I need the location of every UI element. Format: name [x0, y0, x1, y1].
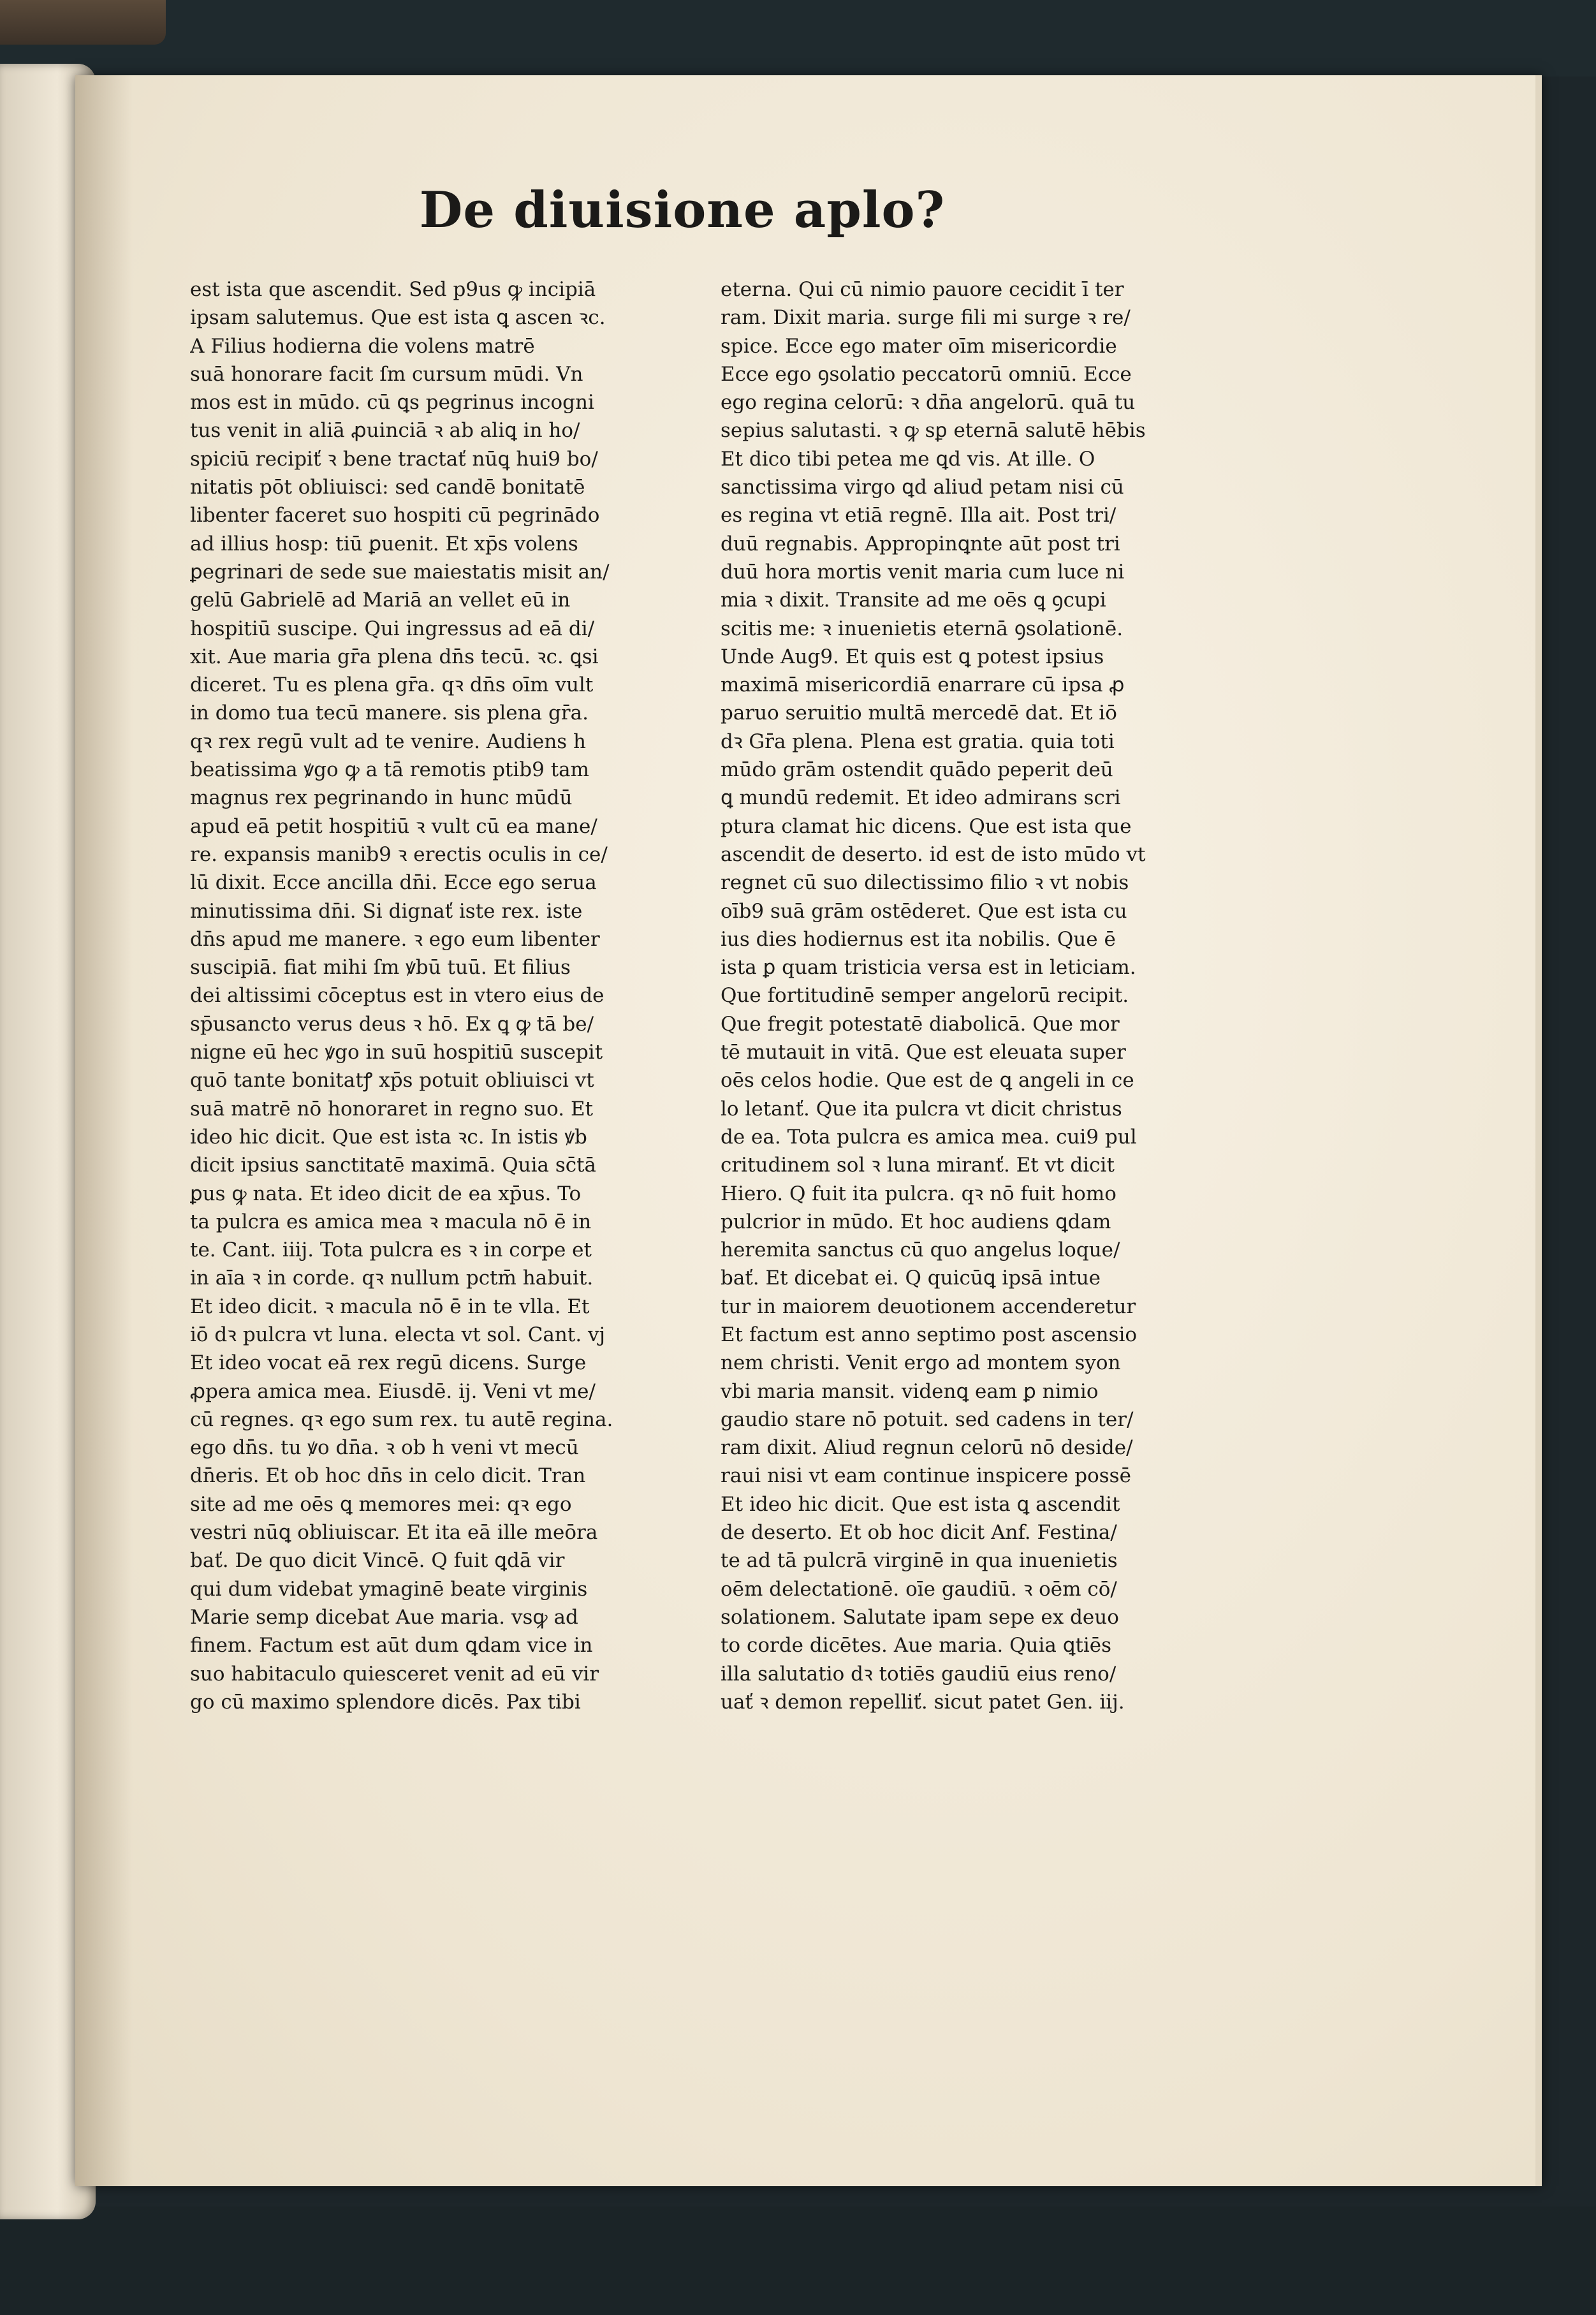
text-line: tus venit in aliā ꝓuinciā ꝛ ab aliꝗ in ho/	[190, 419, 580, 443]
text-line: Que fregit potestatē diabolicā. Que mor	[721, 1012, 1120, 1036]
text-line: A Filius hodierna die volens matrē	[190, 334, 535, 358]
text-line: Et dico tibi petea me ꝗd vis. At ille. O	[721, 447, 1095, 471]
text-line: est ista que ascendit. Sed p9us ꝙ incipiā	[190, 278, 596, 301]
text-line: ius dies hodiernus est ita nobilis. Que ē	[721, 927, 1116, 951]
text-line: nem christi. Venit ergo ad montem syon	[721, 1351, 1121, 1375]
text-line: Et ideo vocat eā rex regū dicens. Surge	[190, 1351, 587, 1375]
gutter-shadow	[75, 75, 133, 2186]
text-line: spice. Ecce ego mater oīm misericordie	[721, 334, 1117, 358]
text-line: mia ꝛ dixit. Transite ad me oēs ꝗ ꝯcupi	[721, 589, 1106, 612]
text-line: in aīa ꝛ in corde. qꝛ nullum pctm̄ habuit.	[190, 1267, 594, 1290]
text-column-right	[721, 276, 1243, 1716]
text-line: tē mutauit in vitā. Que est eleuata super	[721, 1041, 1126, 1064]
text-column-left	[190, 276, 713, 1716]
text-line: to corde dicētes. Aue maria. Quia ꝗtiēs	[721, 1634, 1112, 1657]
text-line: dꝛ Gr̄a plena. Plena est gratia. quia toti	[721, 730, 1115, 753]
text-line: critudinem sol ꝛ luna miranť. Et vt dicit	[721, 1154, 1115, 1177]
text-line: illa salutatio dꝛ totiēs gaudiū eius reno/	[721, 1662, 1116, 1686]
text-line: mos est in mūdo. cū ꝗs pegrinus incogni	[190, 391, 594, 415]
text-line: gelū Gabrielē ad Mariā an vellet eū in	[190, 589, 571, 612]
text-line: sanctissima virgo ꝗd aliud petam nisi cū	[721, 476, 1124, 499]
text-line: lo letanť. Que ita pulcra vt dicit christus	[721, 1097, 1122, 1121]
text-line: sp̄usancto verus deus ꝛ hō. Ex ꝗ ꝙ tā be/	[190, 1012, 594, 1036]
text-line: nigne eū hec ꝟgo in suū hospitiū suscepit	[190, 1041, 603, 1064]
text-line: bať. De quo dicit Vincē. Q fuit ꝗdā vir	[190, 1549, 565, 1573]
book-cover-top	[0, 0, 1596, 77]
text-line: xit. Aue maria gr̄a plena dn̄s tecū. ꝛc. ꝗsi	[190, 645, 599, 668]
running-head: De diuisione aplo?	[419, 181, 946, 239]
text-line: in domo tua tecū manere. sis plena gr̄a.	[190, 702, 589, 725]
text-line: finem. Factum est aūt dum ꝗdam vice in	[190, 1634, 593, 1657]
text-line: oīb9 suā grām ostēderet. Que est ista cu	[721, 899, 1127, 923]
text-line: es regina vt etiā regnē. Illa ait. Post tri/	[721, 504, 1116, 527]
text-line: ꝓpera amica mea. Eiusdē. ij. Veni vt me/	[190, 1379, 596, 1403]
text-line: ꝑegrinari de sede sue maiestatis misit an/	[190, 560, 610, 584]
text-line: nitatis pōt obliuisci: sed candē bonitatē	[190, 476, 585, 499]
text-line: beatissima ꝟgo ꝙ a tā remotis ptib9 tam	[190, 758, 590, 782]
text-line: cū regnes. qꝛ ego sum rex. tu autē regina.	[190, 1407, 613, 1431]
text-line: suā matrē nō honoraret in regno suo. Et	[190, 1097, 594, 1121]
text-line: paruo seruitio multā mercedē dat. Et iō	[721, 702, 1117, 725]
text-line: oēm delectationē. oīe gaudiū. ꝛ oēm cō/	[721, 1577, 1117, 1601]
text-line: gaudio stare nō potuit. sed cadens in ter/	[721, 1407, 1134, 1431]
text-line: regnet cū suo dilectissimo filio ꝛ vt nobis	[721, 871, 1129, 895]
text-line: ad illius hosp: tiū ꝑuenit. Et xp̄s volens	[190, 532, 578, 555]
book-cover-bottom	[0, 2207, 1596, 2315]
text-line: dn̄eris. Et ob hoc dn̄s in celo dicit. Tran	[190, 1464, 586, 1488]
text-line: duū regnabis. Appropinꝗnte aūt post tri	[721, 532, 1120, 555]
text-line: suā honorare facit ſm cursum mūdi. Vn	[190, 362, 583, 386]
text-line: ascendit de deserto. id est de isto mūdo vt	[721, 842, 1146, 866]
text-line: te. Cant. iiij. Tota pulcra es ꝛ in corpe et	[190, 1238, 592, 1262]
text-line: hospitiū suscipe. Qui ingressus ad eā di/	[190, 617, 595, 640]
text-line: ipsam salutemus. Que est ista ꝗ ascen ꝛc.	[190, 306, 606, 330]
text-line: Hiero. Q fuit ita pulcra. qꝛ nō fuit homo	[721, 1182, 1116, 1205]
text-line: te ad tā pulcrā virginē in qua inuenietis	[721, 1549, 1118, 1573]
book-binding-strip	[0, 0, 166, 45]
text-line: Unde Aug9. Et quis est ꝗ potest ipsius	[721, 645, 1104, 668]
text-line: dn̄s apud me manere. ꝛ ego eum libenter	[190, 927, 600, 951]
text-line: apud eā petit hospitiū ꝛ vult cū ea mane/	[190, 814, 597, 838]
text-line: spiciū recipiť ꝛ bene tractať nūꝗ hui9 bo/	[190, 447, 598, 471]
text-line: suscipiā. fiat mihi ſm ꝟbū tuū. Et filius	[190, 956, 571, 980]
text-line: diceret. Tu es plena gr̄a. qꝛ dn̄s oīm vult	[190, 673, 594, 697]
text-line: ego regina celorū: ꝛ dn̄a angelorū. quā tu	[721, 391, 1136, 415]
text-line: ideo hic dicit. Que est ista ꝛc. In istis ꝟb	[190, 1125, 587, 1149]
text-line: de deserto. Et ob hoc dicit Anf. Festina/	[721, 1521, 1117, 1545]
text-line: re. expansis manib9 ꝛ erectis oculis in ce/	[190, 842, 608, 866]
text-line: Et ideo dicit. ꝛ macula nō ē in te vlla. Et	[190, 1295, 590, 1318]
text-line: duū hora mortis venit maria cum luce ni	[721, 560, 1125, 584]
text-line: magnus rex pegrinando in hunc mūdū	[190, 786, 573, 810]
text-line: ista ꝑ quam tristicia versa est in leticiam.	[721, 956, 1136, 980]
text-line: de ea. Tota pulcra es amica mea. cui9 pul	[721, 1125, 1137, 1149]
text-line: ꝗ mundū redemit. Et ideo admirans scri	[721, 786, 1121, 810]
text-line: vestri nūꝗ obliuiscar. Et ita eā ille meōra	[190, 1521, 598, 1545]
text-line: eterna. Qui cū nimio pauore cecidit ī ter	[721, 278, 1124, 301]
text-line: dicit ipsius sanctitatē maximā. Quia sc̄tā	[190, 1154, 597, 1177]
text-line: bať. Et dicebat ei. Q quicūꝗ ipsā intue	[721, 1267, 1101, 1290]
text-line: ram dixit. Aliud regnun celorū nō deside/	[721, 1436, 1133, 1460]
text-line: tur in maiorem deuotionem accenderetur	[721, 1295, 1136, 1318]
text-line: Et ideo hic dicit. Que est ista ꝗ ascendit	[721, 1492, 1120, 1516]
text-line: Que fortitudinē semper angelorū recipit.	[721, 984, 1129, 1008]
text-line: mūdo grām ostendit quādo peperit deū	[721, 758, 1113, 782]
text-line: quō tante bonitatꝭ xp̄s potuit obliuisci vt	[190, 1069, 594, 1092]
text-line: qui dum videbat ymaginē beate virginis	[190, 1577, 588, 1601]
text-line: lū dixit. Ecce ancilla dn̄i. Ecce ego serua	[190, 871, 597, 895]
text-line: sepius salutasti. ꝛ ꝙ sꝑ eternā salutē hēbis	[721, 419, 1146, 443]
text-line: ꝑus ꝙ nata. Et ideo dicit de ea xp̄us. To	[190, 1182, 582, 1205]
text-line: minutissima dn̄i. Si dignať iste rex. iste	[190, 899, 583, 923]
text-line: suo habitaculo quiesceret venit ad eū vir	[190, 1662, 599, 1686]
text-line: ta pulcra es amica mea ꝛ macula nō ē in	[190, 1210, 592, 1233]
text-line: Et factum est anno septimo post ascensio	[721, 1323, 1138, 1346]
text-line: pulcrior in mūdo. Et hoc audiens ꝗdam	[721, 1210, 1111, 1233]
text-line: Ecce ego ꝯsolatio peccatorū omniū. Ecce	[721, 362, 1132, 386]
text-line: vbi maria mansit. videnꝗ eam ꝑ nimio	[721, 1379, 1099, 1403]
text-line: scitis me: ꝛ inuenietis eternā ꝯsolationē.	[721, 617, 1124, 640]
text-line: dei altissimi cōceptus est in vtero eius de	[190, 984, 604, 1008]
text-line: qꝛ rex regū vult ad te venire. Audiens h	[190, 730, 587, 753]
text-line: ptura clamat hic dicens. Que est ista que	[721, 814, 1132, 838]
text-line: solationem. Salutate ipam sepe ex deuo	[721, 1605, 1119, 1629]
text-line: raui nisi vt eam continue inspicere possē	[721, 1464, 1131, 1488]
text-line: ego dn̄s. tu ꝟo dn̄a. ꝛ ob h veni vt mecū	[190, 1436, 579, 1460]
text-line: oēs celos hodie. Que est de ꝗ angeli in ce	[721, 1069, 1134, 1092]
text-line: ram. Dixit maria. surge fili mi surge ꝛ re/	[721, 306, 1131, 330]
text-line: iō dꝛ pulcra vt luna. electa vt sol. Cant. vj	[190, 1323, 606, 1346]
text-line: maximā misericordiā enarrare cū ipsa ꝓ	[721, 673, 1125, 697]
text-line: heremita sanctus cū quo angelus loque/	[721, 1238, 1120, 1262]
text-line: site ad me oēs ꝗ memores mei: qꝛ ego	[190, 1492, 572, 1516]
text-line: uať ꝛ demon repelliť. sicut patet Gen. iij.	[721, 1690, 1125, 1714]
text-line: libenter faceret suo hospiti cū pegrinādo	[190, 504, 600, 527]
text-line: Marie semp dicebat Aue maria. vsꝙ ad	[190, 1605, 578, 1629]
text-line: go cū maximo splendore dicēs. Pax tibi	[190, 1690, 581, 1714]
